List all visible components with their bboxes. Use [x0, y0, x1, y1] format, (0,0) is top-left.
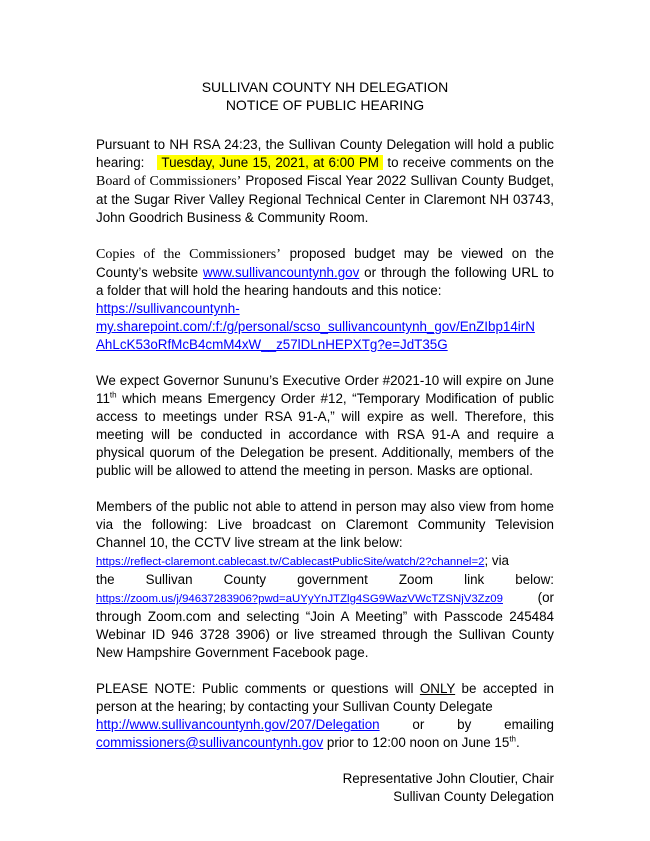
- county-website-link[interactable]: www.sullivancountynh.gov: [203, 265, 360, 280]
- para3-text1: We expect Governor Sununu’s Executive Order #2021-10 will expire on June 11: [96, 373, 554, 406]
- commissioners-email-link[interactable]: commissioners@sullivancountynh.gov: [96, 735, 324, 750]
- please-note-paragraph: [96, 680, 554, 752]
- title-line-1: SULLIVAN COUNTY NH DELEGATION: [201, 79, 449, 95]
- sharepoint-link-line-2[interactable]: my.sharepoint.com/:f:/g/personal/scso_sullivancountynh_gov/EnZIbp14irN: [96, 319, 535, 334]
- para5-sup: th: [509, 734, 516, 744]
- para4-text3: the Sullivan County government Zoom link below:: [96, 572, 554, 587]
- document-title: [96, 78, 554, 114]
- para2-serif-text: Copies of the Commissioners’: [96, 247, 281, 262]
- para1-text1: Pursuant to NH RSA 24:23, the Sullivan County Delegation will hold a public hearing:: [96, 137, 554, 170]
- para1-serif-text: Board of Commissioners’: [96, 174, 242, 189]
- para4-text2: ; via: [484, 553, 509, 568]
- para1-text2: to receive comments on the: [383, 155, 554, 170]
- please-note-line-1: [96, 680, 554, 716]
- para2-text2: or through the following URL to a folder that will hold the hearing handouts and this notice:: [96, 265, 555, 298]
- delegation-page-link[interactable]: http://www.sullivancountynh.gov/207/Delegation: [96, 717, 380, 732]
- hearing-announcement-paragraph: [96, 136, 554, 227]
- sharepoint-link-line-1[interactable]: https://sullivancountynh-: [96, 301, 240, 316]
- para1-text3: Proposed Fiscal Year 2022 Sullivan County Budget, at the Sugar River Valley Regional Technical Center in Claremont NH 03743, John Goodrich Business & Community Room.: [96, 173, 555, 225]
- signature-name: Representative John Cloutier, Chair: [342, 771, 554, 786]
- cctv-line: [96, 552, 554, 571]
- notice-document: [96, 78, 554, 806]
- para2-text1: proposed budget may be viewed on the County’s website: [96, 246, 554, 280]
- title-line-2: NOTICE OF PUBLIC HEARING: [225, 97, 425, 113]
- cctv-livestream-link[interactable]: https://reflect-claremont.cablecast.tv/CablecastPublicSite/watch/2?channel=2: [96, 556, 485, 568]
- zoom-meeting-link[interactable]: https://zoom.us/j/94637283906?pwd=aUYyYnJTZlg4SG9WazVWcTZSNjV3Zz09: [96, 593, 503, 605]
- para5-text1: PLEASE NOTE: Public comments or questions will: [96, 681, 420, 696]
- only-emphasis: ONLY: [419, 681, 456, 696]
- para5-text4: prior to 12:00 noon on June 15: [323, 735, 510, 750]
- please-note-line-links: [96, 716, 554, 734]
- remote-viewing-paragraph: [96, 498, 554, 662]
- para5-text5: .: [516, 735, 520, 750]
- please-note-line-email: [96, 734, 554, 752]
- para3-sup: th: [109, 390, 117, 400]
- sharepoint-link-line-3[interactable]: AhLcK53oRfMcB4cmM4xW__z57lDLnHEPXTg?e=JdT35G: [96, 337, 448, 352]
- signature-title: Sullivan County Delegation: [393, 789, 554, 804]
- para5-text3: or by emailing: [379, 717, 554, 732]
- hearing-date-highlight: Tuesday, June 15, 2021, at 6:00 PM: [157, 155, 383, 170]
- signature-block: [96, 770, 554, 806]
- executive-order-paragraph: [96, 372, 554, 480]
- para5-text2: be accepted in person at the hearing; by contacting your Sullivan County Delegate: [96, 681, 554, 714]
- para3-text2: which means Emergency Order #12, “Temporary Modification of public access to meetings under RSA 91-A,” will expire as well. Therefore, this meeting will be conducted in accordance with RSA 91-A and require a physical quorum of the Delegation be present. Additionally, members of the public will be allowed to attend the meeting in person. Masks are optional.: [96, 391, 554, 478]
- sharepoint-folder-link[interactable]: [96, 300, 554, 354]
- zoom-line: [96, 589, 554, 662]
- para4-text4: (or through Zoom.com and selecting “Join A Meeting” with Passcode 245484 Webinar ID 946 3728 3906) or live streamed through the Sullivan County New Hampshire Government Facebook page.: [96, 590, 554, 660]
- budget-copies-paragraph: [96, 245, 554, 300]
- para4-text1: Members of the public not able to attend in person may also view from home via the following: Live broadcast on Claremont Community Television Channel 10, the CCTV live stream at the link below:: [96, 499, 554, 550]
